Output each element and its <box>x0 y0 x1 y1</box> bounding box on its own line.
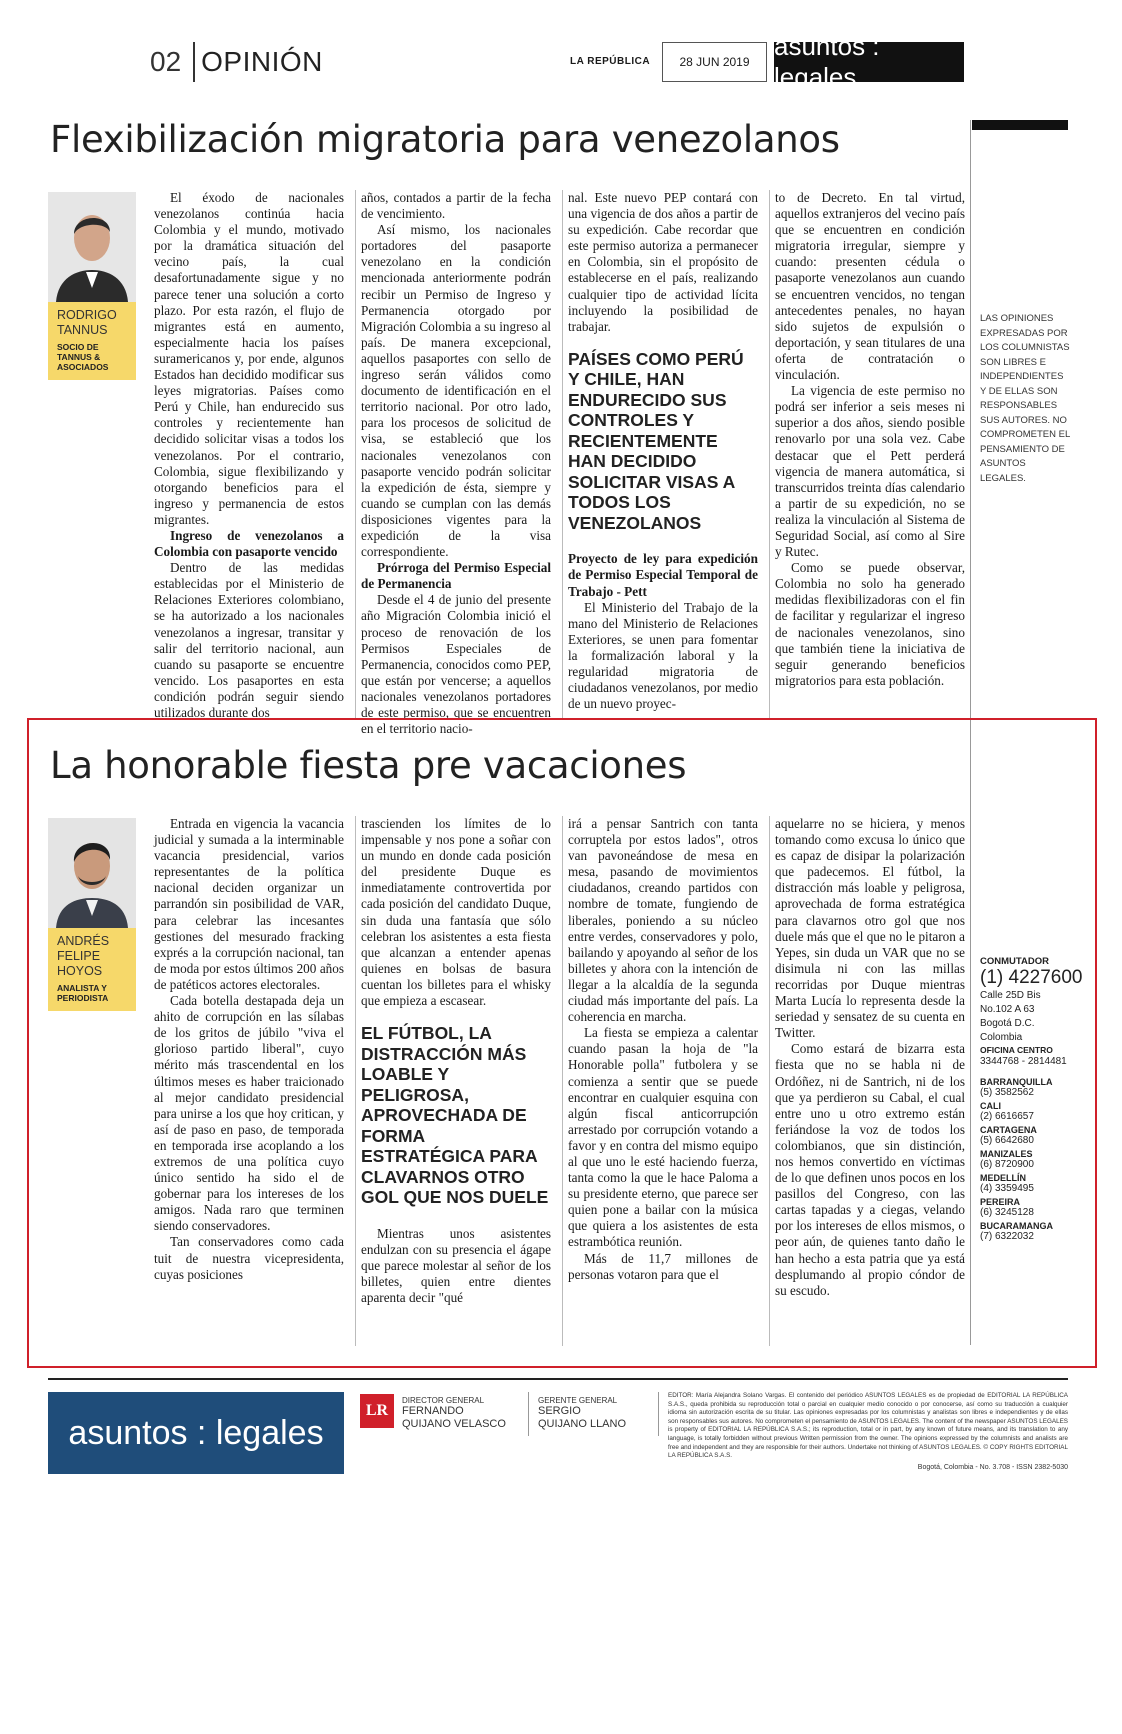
page-number: 02 <box>150 46 182 77</box>
subheading: Prórroga del Permiso Especial de Permanencia <box>361 560 551 592</box>
paragraph: Desde el 4 de junio del presente año Migración Colombia inició el proceso de renovación de los Permisos Especiales de Permanencia, conocidos como PEP, que están por vencerse; a aquellos nacionales venezolanos portadores de este permiso, que se encuentren en el territorio nacio- <box>361 592 551 737</box>
edition-info: Bogotá, Colombia - No. 3.708 - ISSN 2382-5030 <box>917 1464 1068 1471</box>
paragraph: to de Decreto. En tal virtud, aquellos extranjeros del vecino país que se encuentren en condición migratoria irregular, siempre y cuando: presenten cédula o pasaporte venezolanos aun cuando se encuentren vencidos, no tengan antecedentes penales, no hayan sido sujetos de expulsión o deportación, y sean titulares de una oferta de contratación o vinculación. <box>775 190 965 383</box>
city-name: BUCARAMANGA <box>980 1221 1053 1231</box>
rail-rule <box>972 120 1068 130</box>
paragraph: Mientras unos asistentes endulzan con su presencia el ágape que parece molestar al señor de los billetes, quien entre dientes aparenta decir "qué <box>361 1225 551 1305</box>
city-phone: (6) 8720900 <box>980 1159 1034 1170</box>
footer-divider <box>658 1392 659 1436</box>
article1-author-box <box>48 192 136 380</box>
article1-column-2 <box>361 190 551 737</box>
paragraph: Entrada en vigencia la vacancia judicial y sumada a la interminable vacancia presidencial, varios representantes de la política nacional deciden organizar un parrandón sin posibilidad de VAR, para celebrar las incesantes gestiones del mesurado fracking exprés a la corrupción nacional, tan de moda por estos últimos 200 años de patéticos actores electorales. <box>154 816 344 992</box>
manager-role: GERENTE GENERAL <box>538 1396 618 1405</box>
city-phone: (7) 6322032 <box>980 1231 1034 1242</box>
address-line: Colombia <box>980 1032 1023 1043</box>
article1-column-4 <box>775 190 965 720</box>
author-name: ANDRÉS FELIPE HOYOS <box>57 934 110 978</box>
article2-author-box <box>48 818 136 1011</box>
author-photo <box>48 818 136 928</box>
footer-rule <box>48 1378 1068 1380</box>
column-divider <box>355 190 356 720</box>
city-phone: (6) 3245128 <box>980 1207 1034 1218</box>
city-phone: (5) 3582562 <box>980 1087 1034 1098</box>
city-name: CARTAGENA <box>980 1125 1037 1135</box>
paragraph: Más de 11,7 millones de personas votaron para que el <box>568 1250 758 1282</box>
address-line: No.102 A 63 <box>980 1004 1035 1015</box>
main-phone: (1) 4227600 <box>980 967 1083 988</box>
paragraph: El éxodo de nacionales venezolanos continúa hacia Colombia y el mundo, motivado por la dramática situación del vecino país, la cual desafortunadamente sigue y no parece tener una solución a corto plazo. Por esta razón, el flujo de migrantes está en aumento, especialmente hacia los países suramericanos y, por ende, algunos Estados han decidido modificar sus leyes migratorias. Países como Perú y Chile, han endurecido sus controles y recientemente han decidido solicitar visas a todos los venezolanos. Por el contrario, Colombia, sigue flexibilizando y otorgando beneficios para el ingreso y permanencia de estos migrantes. <box>154 190 344 527</box>
paragraph: nal. Este nuevo PEP contará con una vigencia de dos años a partir de su expedición. Cabe recordar que este permiso autoriza a permanecer en Colombia, sin el propósito de establecerse en el país, realizando cualquier tipo de actividad lícita incluyendo la posibilidad de trabajar. <box>568 190 758 334</box>
paragraph: Tan conservadores como cada tuit de nuestra vicepresidenta, cuyas posiciones <box>154 1234 344 1282</box>
director-block <box>402 1396 506 1431</box>
manager-name: SERGIO <box>538 1405 581 1417</box>
legal-notice: EDITOR: María Alejandra Solano Vargas. El contenido del periódico ASUNTOS LEGALES es de propiedad de EDITORIAL LA REPÚBLICA S.A.S., queda prohibida su reproducción total o parcial en cualquier medio conocido o por conocerse, así como su traducción a cualquier idioma sin autorización escrita de su titular. Las opiniones expresadas por los columnistas y analistas son libres e independientes y de ellas son responsables sus autores. No comprometen el pensamiento de ASUNTOS LEGALES. The content of the newspaper ASUNTOS LEGALES is property of EDITORIAL LA REPÚBLICA S.A.S.; its reproduction, total or in part, by any known of future means, and its translation to any language, is totally forbidden without previous Written permission from the owner. The opinions expressed by the columnists and analists are free and independent and they are responsible for their authors. Undertake not thinking of ASUNTOS LEGALES. © COPY RIGHTS EDITORIAL LA REPÚBLICA S.A.S. <box>668 1392 1068 1460</box>
article2-column-1 <box>154 816 344 1346</box>
section-title: OPINIÓN <box>201 46 323 77</box>
issue-date: 28 JUN 2019 <box>662 42 767 82</box>
paragraph: aquelarre no se hiciera, y menos tomando como excusa lo único que es capaz de disipar la polarización que padecemos. El fútbol, la distracción más loable y peligrosa, aprovechada de forma estratégica para clavarnos otro gol que nos duele más que el que no le pitaron a Yepes, sin duda un VAR que no se disimula ni con las millas recorridas por Duque mientras Marta Lucía lo representa desde la seriedad y sensatez de su cuenta en Twitter. <box>775 816 965 1041</box>
footer-divider <box>528 1392 529 1436</box>
lr-logo-icon: LR <box>360 1394 394 1428</box>
pull-quote: PAÍSES COMO PERÚ Y CHILE, HAN ENDURECIDO SUS CONTROLES Y RECIENTEMENTE HAN DECIDIDO SOLICITAR VISAS A TODOS LOS VENEZOLANOS <box>568 348 744 533</box>
city-name: CALI <box>980 1101 1001 1111</box>
paragraph: Como se puede observar, Colombia no solo ha generado medidas flexibilizadoras con el fin de facilitar y regularizar el ingreso de nacionales venezolanos, sino que también tiene la iniciativa de seguir generando beneficios migratorios para esta población. <box>775 560 965 688</box>
article2-headline: La honorable fiesta pre vacaciones <box>50 744 687 787</box>
city-phone: (5) 6642680 <box>980 1135 1034 1146</box>
manager-block <box>538 1396 626 1431</box>
city-phone: (4) 3359495 <box>980 1183 1034 1194</box>
paragraph: La fiesta se empieza a calentar cuando pasan la hoja de "la Honorable polla" futbolera y se comienza a sentir que se puede encontrar en cualquier esquina con algún fiscal anticorrupción arrestado por corrupción votando a favor y en contra del mismo equipo al que uno le esté haciendo fuerza, tanta como la que le hace Paloma a su presidente eterno, que parece ser quien pone a bailar con la música que quiera a los asistentes de esta estrambótica reunión. <box>568 1025 758 1250</box>
article1-column-1 <box>154 190 344 720</box>
author-photo <box>48 192 136 302</box>
column-divider <box>769 190 770 720</box>
column-divider <box>562 816 563 1346</box>
director-role: DIRECTOR GENERAL <box>402 1396 485 1405</box>
contact-label: CONMUTADOR <box>980 956 1049 967</box>
section-header <box>150 42 323 82</box>
address-line: Bogotá D.C. <box>980 1018 1035 1029</box>
disclaimer-note: LAS OPINIONES EXPRESADAS POR LOS COLUMNISTAS SON LIBRES E INDEPENDIENTES Y DE ELLAS SON RESPONSABLES SUS AUTORES. NO COMPROMETEN EL PENSAMIENTO DE ASUNTOS LEGALES. <box>980 313 1070 484</box>
author-role: ANALISTA Y PERIODISTA <box>57 983 109 1003</box>
article1-column-3 <box>568 190 758 720</box>
address-line: Calle 25D Bis <box>980 990 1041 1001</box>
author-portrait-icon <box>48 818 136 928</box>
article2-column-3 <box>568 816 758 1346</box>
author-name: RODRIGO TANNUS <box>57 308 117 337</box>
article1-headline: Flexibilización migratoria para venezolanos <box>50 118 840 161</box>
office-label: OFICINA CENTRO <box>980 1045 1053 1055</box>
article2-column-4 <box>775 816 965 1346</box>
column-divider <box>355 816 356 1346</box>
column-divider <box>562 190 563 720</box>
column-divider <box>769 816 770 1346</box>
header-divider <box>193 42 195 82</box>
article2-column-2 <box>361 816 551 1346</box>
paragraph: Dentro de las medidas establecidas por el Ministerio de Relaciones Exteriores colombiano, se ha autorizado a los nacionales venezolanos a ingresar, transitar y salir del territorio nacional, aun cuando su pasaporte se encuentre vencido. Los pasaportes en esta condición podrán seguir siendo utilizados durante dos <box>154 560 344 720</box>
director-name: FERNANDO <box>402 1405 464 1417</box>
pull-quote: EL FÚTBOL, LA DISTRACCIÓN MÁS LOABLE Y PELIGROSA, APROVECHADA DE FORMA ESTRATÉGICA PARA CLAVARNOS OTRO GOL QUE NOS DUELE <box>361 1023 549 1208</box>
subheading: Proyecto de ley para expedición de Permiso Especial Temporal de Trabajo - Pett <box>568 551 758 599</box>
city-name: MEDELLÍN <box>980 1173 1026 1183</box>
paragraph: El Ministerio del Trabajo de la mano del Ministerio de Relaciones Exteriores, se unen para fomentar la formalización laboral y la regularidad migratoria de ciudadanos venezolanos, por medio de un nuevo proyec- <box>568 599 758 712</box>
manager-name: QUIJANO LLANO <box>538 1418 627 1430</box>
city-name: MANIZALES <box>980 1149 1033 1159</box>
newspaper-name: LA REPÚBLICA <box>570 56 651 67</box>
paragraph: irá a pensar Santrich con tanta corruptela por estos lados", otros van pavoneándose de mesa en mesa, pasando de movimientos ciudadanos, creando partidos con nombre de tomate, fungiendo de liberales, poniendo a su núcleo entre verdes, conservadores y polo, bailando y apoyando al señor de los billetes y ahora con la intención de llegar a la alcaldía de la segunda ciudad más importante del país. La coherencia en marcha. <box>568 816 758 1025</box>
paragraph: trascienden los límites de lo impensable y nos pone a soñar con un mundo en donde cada posición del presidente Duque es inmediatamente controvertida por cada posición del candidato Duque, sin duda una fantasía que sólo celebran los asistentes a esta fiesta que alcanzan a entender apenas quienes en bolsas de basura cuentan los billetes para el whisky que empieza a escasear. <box>361 816 551 1009</box>
paragraph: años, contados a partir de la fecha de vencimiento. <box>361 190 551 222</box>
author-portrait-icon <box>48 192 136 302</box>
footer-brand-logo: asuntos : legales <box>48 1392 344 1474</box>
subheading: Ingreso de venezolanos a Colombia con pasaporte vencido <box>154 527 344 560</box>
paragraph: Así mismo, los nacionales portadores del pasaporte venezolano en la condición mencionada anteriormente podrán recibir un Permiso de Ingreso y Permanencia otorgado por Migración Colombia a su ingreso al país. De manera excepcional, aquellos pasaportes con sello de ingreso serán válidos como documento de identificación en el territorio nacional. Por otro lado, para los procesos de solicitud de visa, se estableció que los nacionales venezolanos con pasaporte vencido podrán solicitar la expedición de ésta, siempre y cuando se cumplan con las demás disposiciones vigentes para la expedición de la visa correspondiente. <box>361 222 551 560</box>
city-name: PEREIRA <box>980 1197 1021 1207</box>
paragraph: Como estará de bizarra esta fiesta que no se habla ni de Ordóñez, ni de Santrich, ni de los que ya perdieron su Cabal, el cual entre uno u otro extremo están feriándose la voz de todos los colombianos, que sin distinción, nos hemos convertido en víctimas de lo que definen unos pocos en los pasillos del Congreso, con las cartas tapadas y a ciegas, velando por los intereses de ellos mismos, o peor aún, de quienes tanto daño le han hecho a esta patria que ya está desplumando al propio cóndor de su escudo. <box>775 1041 965 1298</box>
brand-logo: asuntos : legales <box>774 42 964 82</box>
director-name: QUIJANO VELASCO <box>402 1418 506 1430</box>
author-role: SOCIO DE TANNUS & ASOCIADOS <box>57 342 109 372</box>
paragraph: Cada botella destapada deja un ahito de corrupción en las sílabas de los gritos de júbilo "viva el glorioso partido liberal", cuyo mérito más trascendental en los últimos meses es haber traicionado al mejor candidato presidencial para unirse a los que hoy critican, y así de paso en paso, de temporada en temporada irse acoplando a los extremos de una política cuyo único sentido ha sido el de gobernar para los intereses de los amigos. Nada raro que terminen siendo conservadores. <box>154 993 344 1234</box>
city-phone: (2) 6616657 <box>980 1111 1034 1122</box>
paragraph: La vigencia de este permiso no podrá ser inferior a seis meses ni superior a dos años, siendo posible renovarlo por una sola vez. Cabe destacar que el Pett perderá vigencia de manera automática, si transcurridos treinta días calendario a partir de su expedición, no se realiza la vinculación al Sistema de Seguridad Social, así como al Sire y Rutec. <box>775 383 965 560</box>
office-phones: 3344768 - 2814481 <box>980 1056 1067 1067</box>
city-name: BARRANQUILLA <box>980 1077 1053 1087</box>
